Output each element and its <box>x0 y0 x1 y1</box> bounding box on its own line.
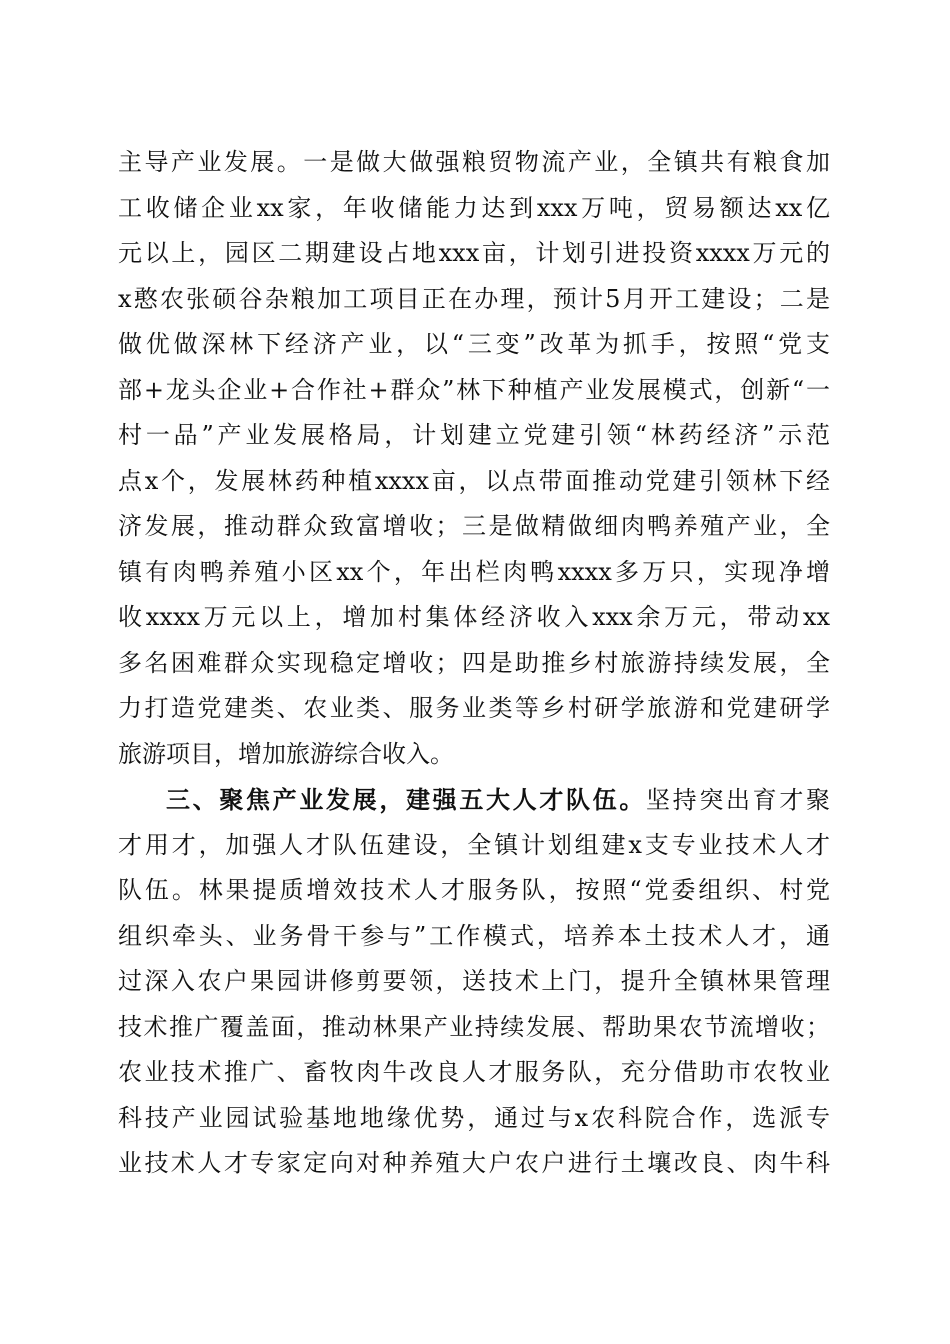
text-line: 力打造党建类、农业类、服务业类等乡村研学旅游和党建研学 <box>118 694 830 722</box>
document-page <box>118 140 830 1187</box>
text-line: 多名困难群众实现稳定增收；四是助推乡村旅游持续发展，全 <box>118 648 830 677</box>
text-line: 镇有肉鸭养殖小区xx个，年出栏肉鸭xxxx多万只，实现净增 <box>118 557 830 586</box>
text-line: 技术推广覆盖面，推动林果产业持续发展、帮助果农节流增收； <box>118 1012 830 1041</box>
text-line: 部+龙头企业+合作社+群众”林下种植产业发展模式，创新“一 <box>118 375 830 404</box>
text-line: 农业技术推广、畜牧肉牛改良人才服务队，充分借助市农牧业 <box>118 1058 830 1086</box>
text-line: 旅游项目，增加旅游综合收入。 <box>118 739 454 768</box>
text-line: 才用才，加强人才队伍建设，全镇计划组建x支专业技术人才 <box>118 830 830 859</box>
text-line: 济发展，推动群众致富增收；三是做精做细肉鸭养殖产业，全 <box>118 512 830 540</box>
text-line: 科技产业园试验基地地缘优势，通过与x农科院合作，选派专 <box>118 1103 830 1132</box>
text-line: 过深入农户果园讲修剪要领，送技术上门，提升全镇林果管理 <box>118 967 830 995</box>
text-line: 组织牵头、业务骨干参与”工作模式，培养本土技术人才，通 <box>118 921 830 950</box>
paragraph-1 <box>118 140 830 777</box>
paragraph-2 <box>118 777 830 1187</box>
text-line: 元以上，园区二期建设占地xxx亩，计划引进投资xxxx万元的 <box>118 239 830 267</box>
text-line: 队伍。林果提质增效技术人才服务队，按照“党委组织、村党 <box>118 876 830 904</box>
text-line: 业技术人才专家定向对种养殖大户农户进行土壤改良、肉牛科 <box>118 1149 830 1177</box>
text-line: 村一品”产业发展格局，计划建立党建引领“林药经济”示范 <box>118 421 830 449</box>
heading-line-rest: 坚持突出育才聚 <box>646 786 830 814</box>
text-line: 工收储企业xx家，年收储能力达到xxx万吨，贸易额达xx亿 <box>118 193 830 222</box>
text-line: x憨农张硕谷杂粮加工项目正在办理，预计5月开工建设；二是 <box>118 284 830 313</box>
text-line: 收xxxx万元以上，增加村集体经济收入xxx余万元，带动xx <box>118 603 830 631</box>
text-line <box>118 777 830 823</box>
text-line: 做优做深林下经济产业，以“三变”改革为抓手，按照“党支 <box>118 330 830 358</box>
section-heading: 三、聚焦产业发展，建强五大人才队伍。 <box>166 785 646 814</box>
text-line: 点x个，发展林药种植xxxx亩，以点带面推动党建引领林下经 <box>118 466 830 495</box>
text-line: 主导产业发展。一是做大做强粮贸物流产业，全镇共有粮食加 <box>118 148 830 176</box>
